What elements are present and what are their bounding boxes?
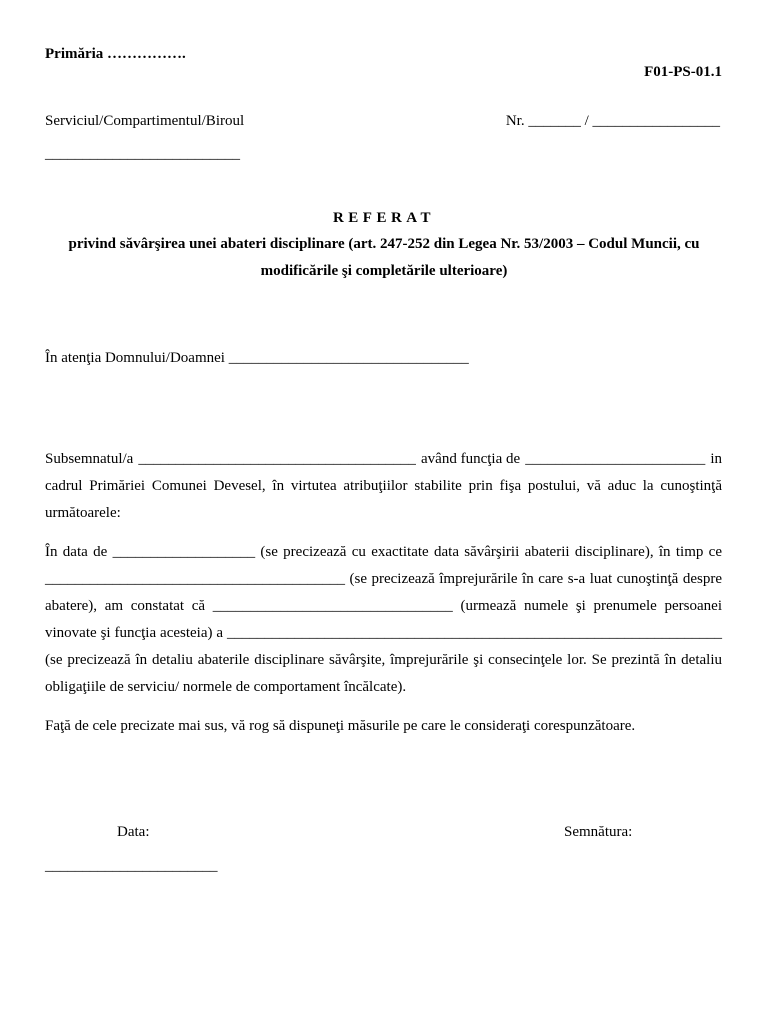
semnatura-label: Semnătura: (564, 824, 633, 840)
form-code: F01-PS-01.1 (644, 64, 722, 80)
in-label: in (710, 451, 722, 467)
primaria-header: Primăria ……………. (45, 46, 186, 62)
paragraph-1-rest: cadrul Primăriei Comunei Devesel, în virtutea atribuţiilor stabilite prin fişa postului, vă aduc la cunoştinţă următoarele: (45, 478, 722, 521)
document-subtitle-line-1: privind săvârşirea unei abateri disciplinare (art. 247-252 din Legea Nr. 53/2003 – Codul Muncii, cu (68, 236, 700, 252)
functie-blank: ________________________ (525, 451, 706, 467)
subsemnatul-blank: _____________________________________ (138, 451, 416, 467)
subsemnatul-label: Subsemnatul/a (45, 451, 134, 467)
attention-line: În atenţia Domnului/Doamnei ________________________________ (45, 350, 469, 366)
paragraph-2: În data de ___________________ (se precizează cu exactitate data săvârşirii abaterii disciplinare), în timp ce ________________________________________ (se precizează împrejurările în care s-a luat cunoştinţă despre abatere), am constatat că ________________________________ (urmează numele şi prenumele persoanei vinovate şi funcţia acesteia) a __________________________________________________________________ (se precizează în detaliu abaterile disciplinare săvârşite, împrejurările şi consecinţele lor. Se prezintă în detaliu obligaţiile de serviciu/ normele de comportament încălcate). (45, 544, 722, 695)
registration-number: Nr. _______ / _________________ (505, 113, 720, 129)
data-blank: _______________________ (45, 858, 218, 874)
serviciu-blank: __________________________ (45, 146, 240, 162)
paragraph-3: Faţă de cele precizate mai sus, vă rog să dispuneţi măsurile pe care le consideraţi corespunzătoare. (45, 718, 636, 734)
document-title: REFERAT (332, 210, 436, 226)
document-subtitle-line-2: modificările şi completările ulterioare) (260, 263, 508, 279)
functie-label: având funcţia de (421, 451, 521, 467)
serviciu-label: Serviciul/Compartimentul/Biroul (45, 113, 245, 129)
data-label: Data: (117, 824, 150, 840)
paragraph-1-first-line (45, 451, 722, 468)
